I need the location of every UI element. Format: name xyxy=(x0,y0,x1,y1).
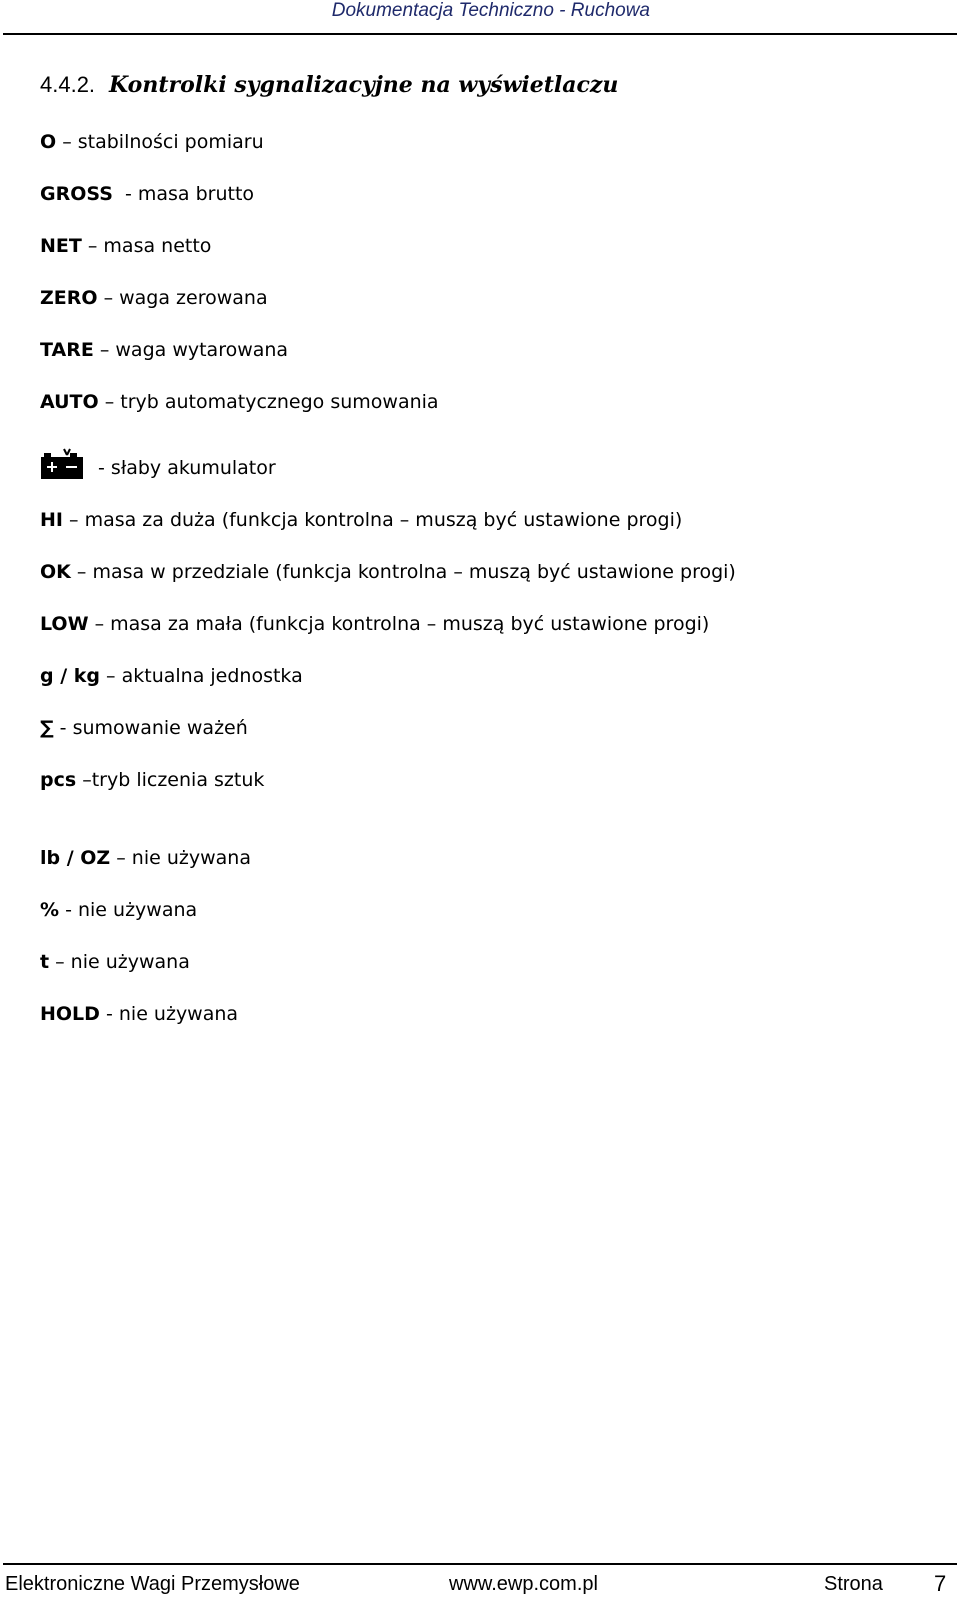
indicator-code: OK xyxy=(40,561,71,583)
indicator-desc: – nie używana xyxy=(49,951,190,973)
indicator-code: TARE xyxy=(40,339,94,361)
indicator-desc: – masa za duża (funkcja kontrolna – muszą być ustawione progi) xyxy=(62,509,683,531)
indicator-code: lb / OZ xyxy=(40,847,111,869)
indicator-desc: - masa brutto xyxy=(112,183,255,205)
indicator-desc: –tryb liczenia sztuk xyxy=(76,769,265,791)
indicator-desc: – nie używana xyxy=(110,847,251,869)
indicator-desc: – stabilności pomiaru xyxy=(56,131,264,153)
indicator-item xyxy=(40,846,251,870)
indicator-code: HI xyxy=(40,509,63,531)
indicator-desc: - sumowanie ważeń xyxy=(53,717,248,739)
indicator-code: HOLD xyxy=(40,1003,100,1025)
indicator-code: NET xyxy=(40,235,82,257)
indicator-desc: – masa w przedziale (funkcja kontrolna – muszą być ustawione progi) xyxy=(70,561,736,583)
indicator-item xyxy=(40,390,439,414)
indicator-item xyxy=(40,182,254,206)
indicator-item xyxy=(40,664,303,688)
battery-low-icon xyxy=(40,448,84,480)
indicator-item xyxy=(40,508,682,532)
footer-divider xyxy=(3,1563,957,1565)
indicator-code: % xyxy=(40,899,60,921)
indicator-code: pcs xyxy=(40,769,77,791)
footer-company: Elektroniczne Wagi Przemysłowe xyxy=(5,1573,300,1595)
indicator-item xyxy=(40,768,264,792)
indicator-code: t xyxy=(40,951,50,973)
indicator-desc: – masa za mała (funkcja kontrolna – muszą być ustawione progi) xyxy=(88,613,710,635)
header-divider xyxy=(3,33,957,35)
indicator-item xyxy=(40,612,709,636)
indicator-item xyxy=(40,898,197,922)
document-header-title: Dokumentacja Techniczno - Ruchowa xyxy=(331,0,650,21)
indicator-code: g / kg xyxy=(40,665,101,687)
indicator-desc: - słaby akumulator xyxy=(92,457,276,479)
indicator-desc: – aktualna jednostka xyxy=(100,665,303,687)
indicator-code: AUTO xyxy=(40,391,99,413)
indicator-code: LOW xyxy=(40,613,89,635)
indicator-desc: - nie używana xyxy=(59,899,198,921)
indicator-code: GROSS xyxy=(40,183,113,205)
indicator-item xyxy=(40,448,276,480)
indicator-item xyxy=(40,234,211,258)
indicator-item xyxy=(40,286,268,310)
indicator-desc: - nie używana xyxy=(99,1003,239,1025)
section-heading xyxy=(40,71,618,99)
indicator-code: O xyxy=(40,131,57,153)
indicator-code: ∑ xyxy=(40,717,54,739)
indicator-item xyxy=(40,950,190,974)
indicator-desc: – waga wytarowana xyxy=(93,339,289,361)
indicator-item xyxy=(40,1002,238,1026)
indicator-item xyxy=(40,130,264,154)
section-title: Kontrolki sygnalizacyjne na wyświetlaczu xyxy=(109,72,619,98)
footer-website: www.ewp.com.pl xyxy=(449,1573,598,1595)
footer-page-label: Strona xyxy=(824,1573,883,1595)
section-number: 4.4.2. xyxy=(40,72,96,97)
indicator-desc: – waga zerowana xyxy=(97,287,268,309)
indicator-code: ZERO xyxy=(40,287,98,309)
indicator-item xyxy=(40,716,248,740)
indicator-item xyxy=(40,338,288,362)
indicator-desc: – tryb automatycznego sumowania xyxy=(98,391,439,413)
indicator-desc: – masa netto xyxy=(81,235,212,257)
footer-page-number: 7 xyxy=(934,1571,947,1596)
indicator-item xyxy=(40,560,736,584)
